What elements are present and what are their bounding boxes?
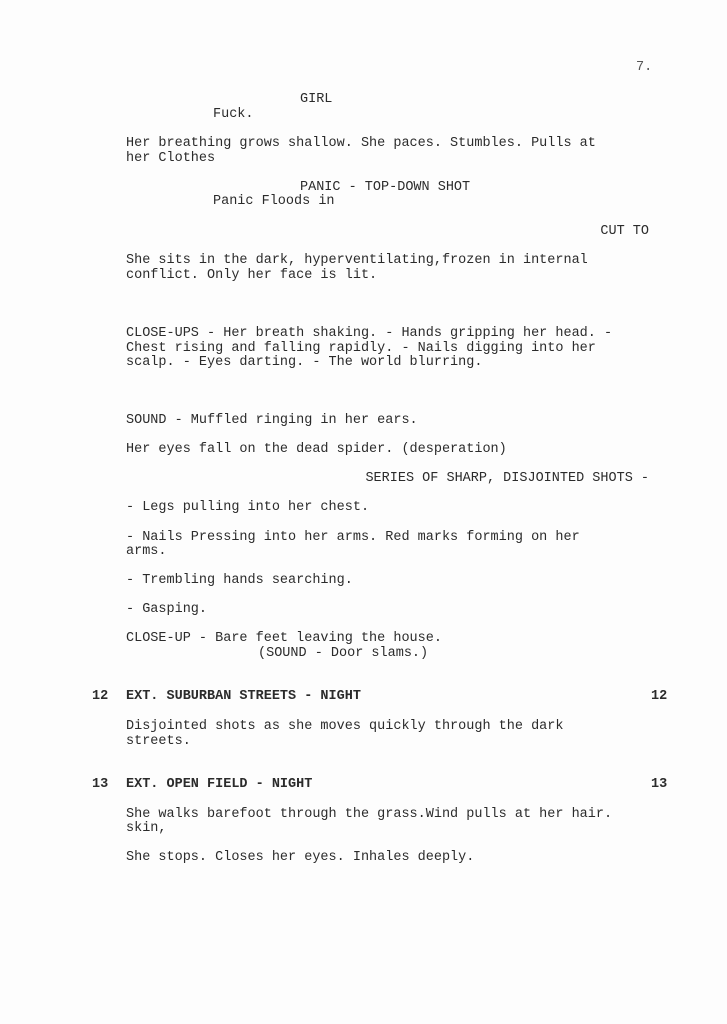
action-line: She stops. Closes her eyes. Inhales deeply. (126, 850, 475, 865)
action-line: - Nails Pressing into her arms. Red marks forming on her (126, 530, 580, 545)
action-line: Chest rising and falling rapidly. - Nails digging into her (126, 341, 596, 356)
action-line: She sits in the dark, hyperventilating,frozen in internal (126, 253, 588, 268)
action-line: - Gasping. (126, 602, 208, 617)
action-line: CLOSE-UP - Bare feet leaving the house. (126, 631, 442, 646)
page-number: 7. (636, 60, 653, 75)
scene-heading: EXT. SUBURBAN STREETS - NIGHT (126, 689, 361, 704)
shot-series-heading: SERIES OF SHARP, DISJOINTED SHOTS - (365, 471, 649, 486)
action-line: scalp. - Eyes darting. - The world blurring. (126, 355, 483, 370)
transition-cut-to: CUT TO (600, 224, 649, 239)
scene-number-left: 12 (92, 689, 109, 704)
action-line: SOUND - Muffled ringing in her ears. (126, 413, 418, 428)
action-line: her Clothes (126, 151, 216, 166)
scene-heading: EXT. OPEN FIELD - NIGHT (126, 777, 313, 792)
action-line: skin, (126, 821, 167, 836)
action-line: She walks barefoot through the grass.Wind pulls at her hair. (126, 807, 613, 822)
scene-number-right: 12 (651, 689, 668, 704)
scene-number-right: 13 (651, 777, 668, 792)
action-line: arms. (126, 544, 167, 559)
action-line: - Trembling hands searching. (126, 573, 353, 588)
action-line: conflict. Only her face is lit. (126, 268, 378, 283)
shot-heading: PANIC - TOP-DOWN SHOT (300, 180, 471, 195)
parenthetical: (SOUND - Door slams.) (258, 646, 429, 661)
dialogue-line: Fuck. (213, 107, 254, 122)
action-line: streets. (126, 734, 191, 749)
dialogue-line: Panic Floods in (213, 194, 335, 209)
action-line: Her eyes fall on the dead spider. (desperation) (126, 442, 507, 457)
action-line: Disjointed shots as she moves quickly through the dark (126, 719, 564, 734)
scene-number-left: 13 (92, 777, 109, 792)
action-line: - Legs pulling into her chest. (126, 500, 370, 515)
action-line: CLOSE-UPS - Her breath shaking. - Hands gripping her head. - (126, 326, 613, 341)
action-line: Her breathing grows shallow. She paces. Stumbles. Pulls at (126, 136, 596, 151)
character-name: GIRL (300, 92, 333, 107)
